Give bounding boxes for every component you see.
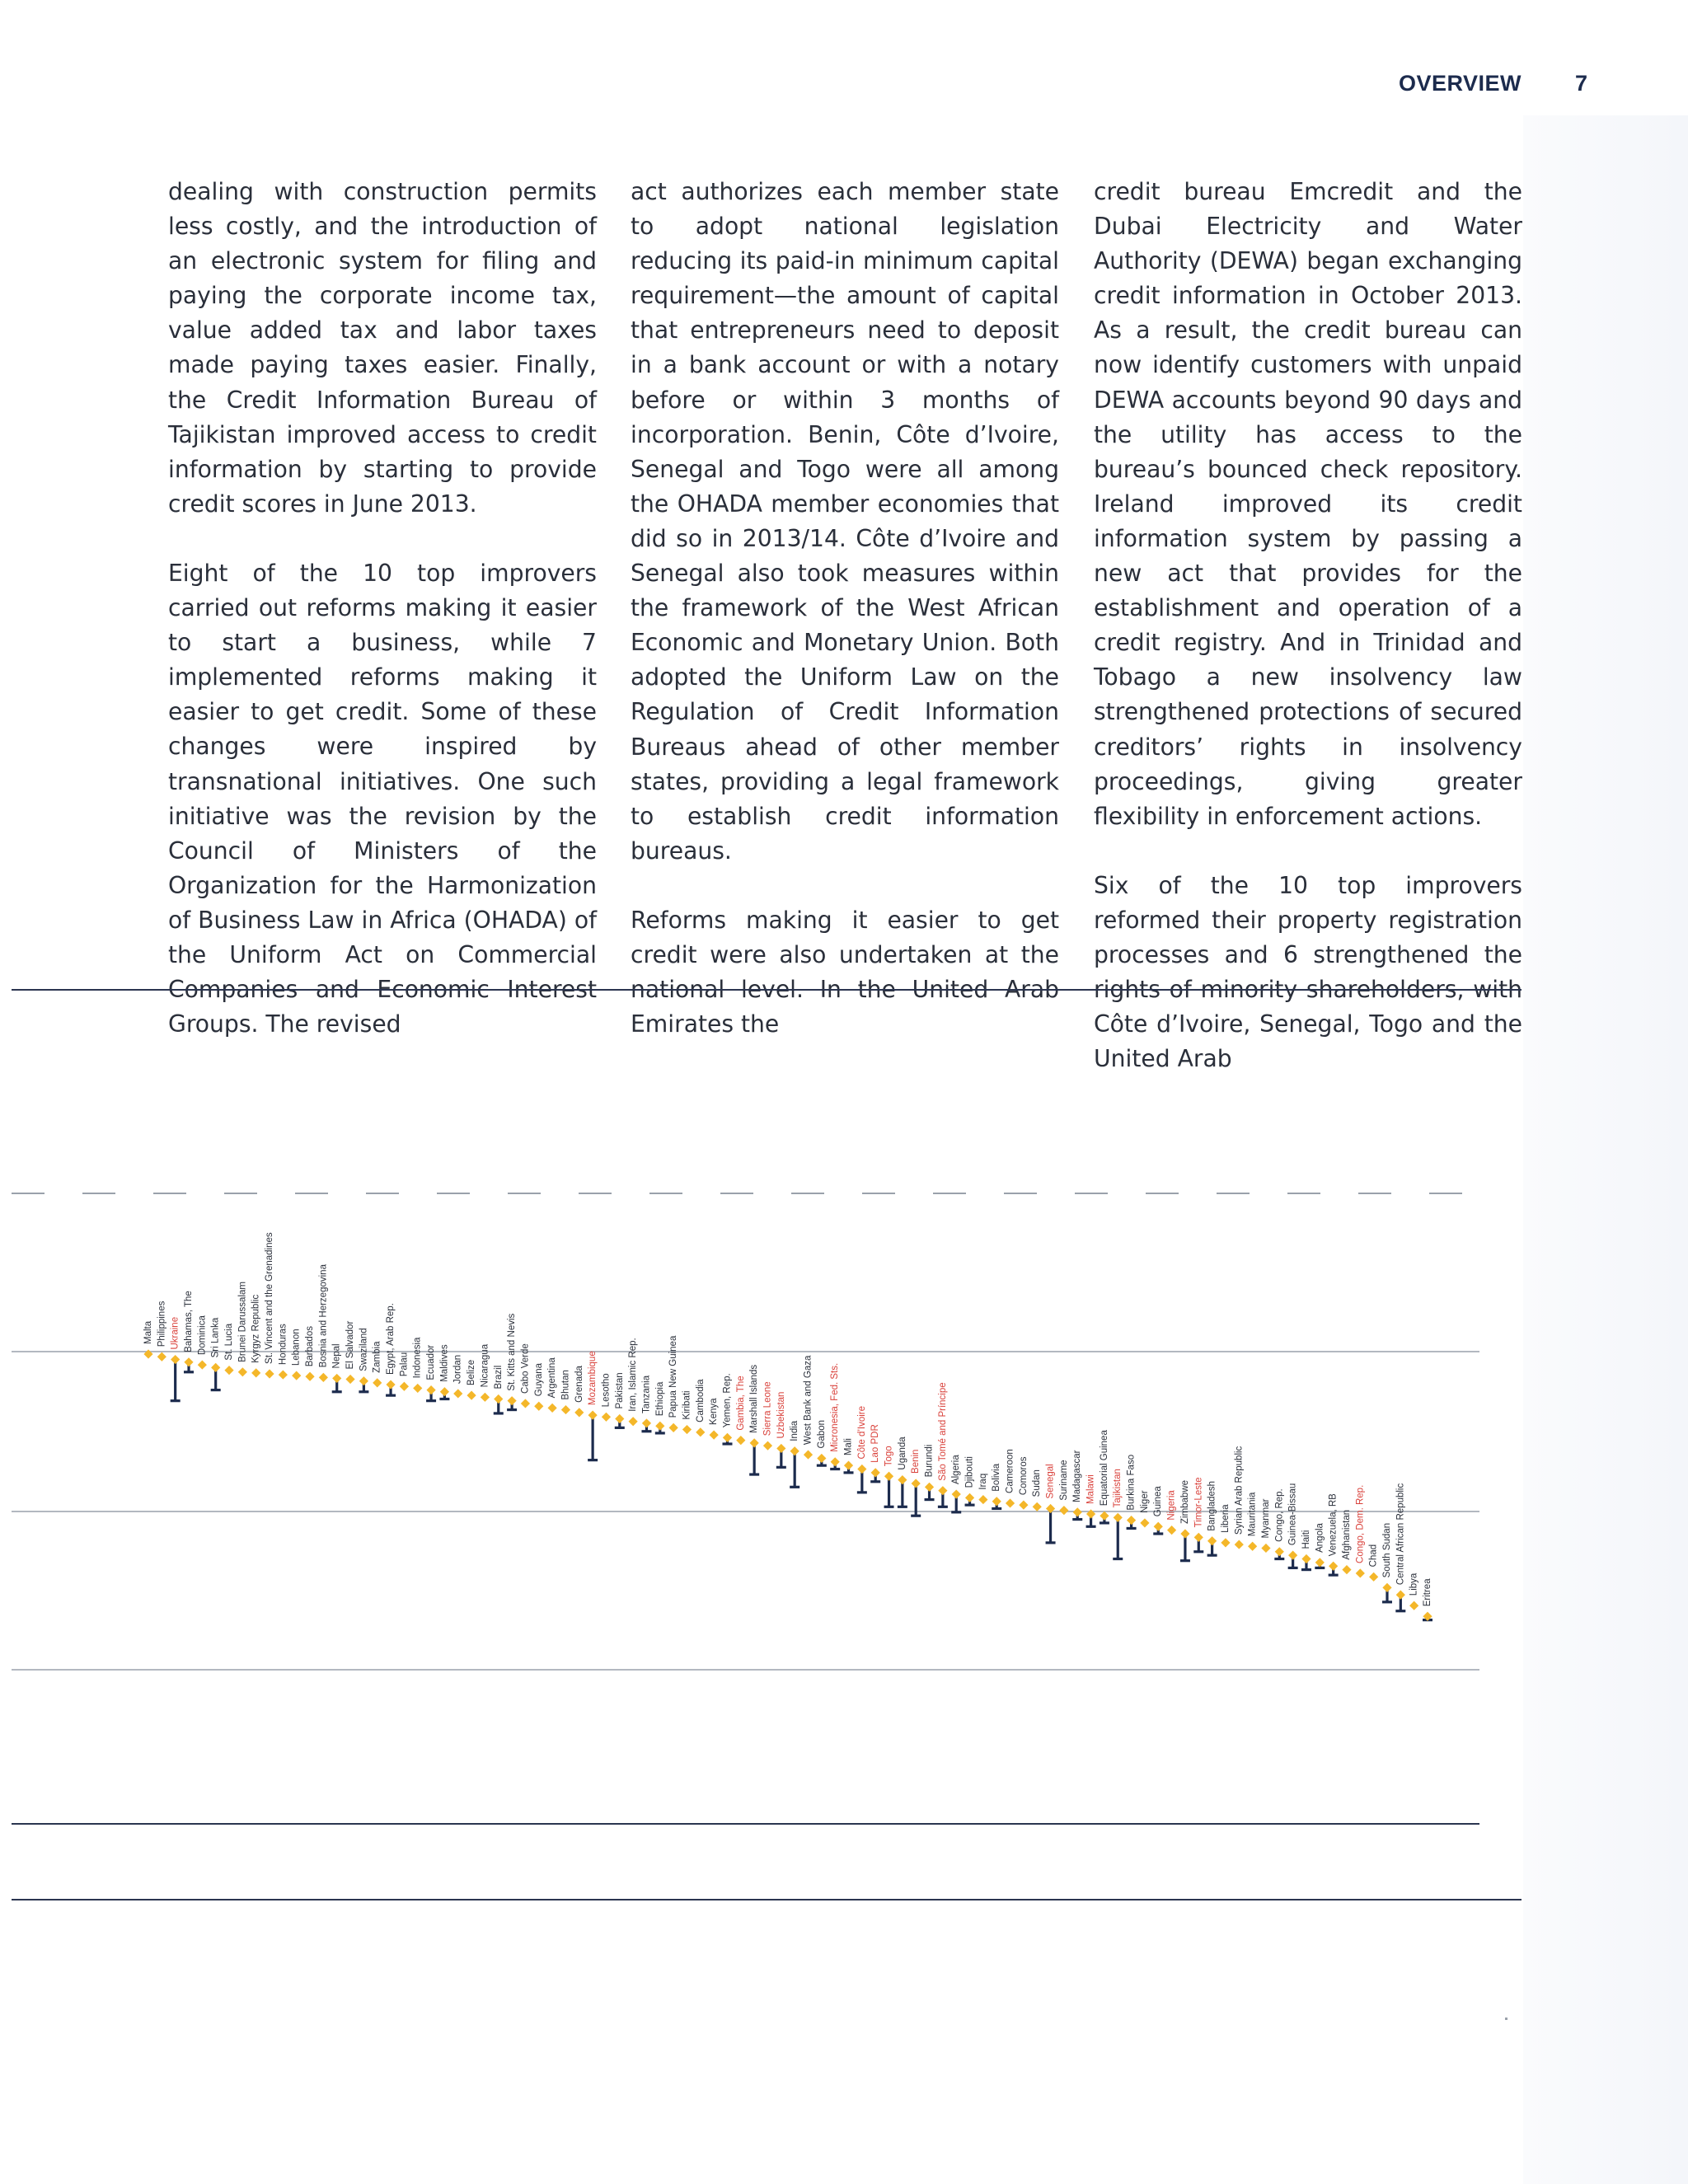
text-column-2 [631, 175, 1059, 1076]
score-marker [481, 1393, 490, 1402]
economy-label: Swaziland [359, 1328, 369, 1371]
economy-label: El Salvador [345, 1320, 356, 1370]
economy-label: Djibouti [964, 1456, 975, 1488]
score-marker [1315, 1558, 1325, 1567]
page-dot [1505, 2018, 1507, 2020]
score-marker [521, 1399, 530, 1408]
economy-label: Myanmar [1260, 1498, 1271, 1539]
economy-label: Liberia [1220, 1504, 1231, 1533]
economy-label: Yemen, Rep. [722, 1373, 733, 1428]
economy-label: Senegal [1045, 1464, 1056, 1499]
score-marker [157, 1352, 166, 1361]
economy-label: Libya [1409, 1572, 1419, 1596]
economy-label: South Sudan [1381, 1522, 1392, 1578]
economy-label: Burundi [924, 1444, 935, 1478]
paragraph: credit bureau Emcredit and the Dubai Electricity and Water Authority (DEWA) began exchanging credit information in October 2013. As a result, the credit bureau can now identify customers with unpaid DEWA accounts beyond 90 days and the utility has access to the bureau’s bounced check repository. Ireland improved its credit information system by passing a new act that provides for the establishment and operation of a credit registry. And in Trinidad and Tobago a new insolvency law strengthened protections of secured creditors’ rights in insolvency proceedings, giving greater flexibility in enforcement actions. [1094, 178, 1522, 830]
score-marker [615, 1414, 624, 1423]
score-marker [1114, 1513, 1123, 1522]
score-marker [1059, 1506, 1068, 1515]
score-marker [992, 1497, 1001, 1506]
score-marker [1275, 1547, 1284, 1556]
economy-label: São Tomé and Príncipe [937, 1382, 948, 1481]
score-marker [1127, 1516, 1136, 1525]
economy-label: Eritrea [1423, 1578, 1432, 1607]
economy-label: Niger [1139, 1490, 1150, 1513]
economy-label: Equatorial Guinea [1099, 1430, 1109, 1507]
economy-label: Sudan [1032, 1469, 1043, 1497]
score-marker [804, 1450, 813, 1459]
score-marker [629, 1417, 638, 1426]
economy-label: Suriname [1058, 1460, 1069, 1501]
score-marker [574, 1408, 584, 1417]
score-marker [1301, 1554, 1311, 1563]
economy-label: Indonesia [412, 1337, 423, 1379]
economy-label: Argentina [547, 1357, 558, 1399]
economy-label: Bangladesh [1207, 1480, 1217, 1531]
economy-label: Iran, Islamic Rep. [628, 1338, 639, 1412]
economy-label: Sri Lanka [210, 1317, 221, 1358]
score-marker [1382, 1583, 1391, 1592]
score-marker [359, 1376, 368, 1385]
score-marker [332, 1374, 341, 1383]
economy-label: Lebanon [291, 1329, 302, 1366]
economy-label: Malta [143, 1320, 153, 1344]
score-marker [1369, 1572, 1378, 1582]
economy-label: Sierra Leone [762, 1381, 773, 1436]
score-marker [1221, 1538, 1230, 1547]
economy-label: Papua New Guinea [668, 1335, 679, 1418]
economy-label: Brunei Darussalam [237, 1282, 248, 1362]
score-marker [978, 1495, 987, 1504]
economy-label: India [790, 1420, 800, 1441]
score-marker [440, 1387, 449, 1396]
economy-label: Tajikistan [1113, 1469, 1123, 1508]
score-marker [1356, 1568, 1365, 1577]
economy-label: Cabo Verde [520, 1343, 531, 1394]
score-marker [279, 1370, 288, 1379]
score-marker [952, 1489, 961, 1498]
section-title: OVERVIEW [1398, 71, 1522, 96]
economy-label: Mozambique [588, 1351, 598, 1406]
economy-label: Iraq [978, 1473, 988, 1490]
score-marker [884, 1472, 893, 1481]
score-marker [453, 1389, 462, 1398]
score-marker [912, 1479, 921, 1488]
score-marker [1019, 1501, 1028, 1510]
score-marker [386, 1380, 395, 1389]
economy-label: Gabon [816, 1419, 827, 1449]
paragraph: Six of the 10 top improvers reformed their property registration processes and 6 strengthened the rights of minority shareholders, with Côte d’Ivoire, Senegal, Togo and the United Arab [1094, 871, 1522, 1073]
economy-label: Egypt, Arab Rep. [386, 1303, 396, 1376]
paragraph: Reforms making it easier to get credit were also undertaken at the national level. In the United Arab Emirates the [631, 906, 1059, 1038]
economy-label: Chad [1368, 1544, 1379, 1568]
economy-label: Comoros [1018, 1456, 1029, 1496]
score-marker [776, 1444, 785, 1453]
paragraph: dealing with construction permits less costly, and the introduction of an electronic system for filing and paying the corporate income tax, value added tax and labor taxes made paying taxes easier. Finally, the Credit Information Bureau of Tajikistan improved access to credit information by starting to provide credit scores in June 2013. [168, 178, 597, 518]
score-marker [224, 1366, 233, 1375]
score-marker [844, 1461, 853, 1470]
score-marker [1329, 1562, 1338, 1571]
economy-label: Burkina Faso [1126, 1454, 1137, 1511]
economy-label: Bahamas, The [184, 1291, 195, 1352]
score-marker [710, 1431, 719, 1440]
economy-label: Mali [843, 1438, 854, 1456]
score-marker [696, 1427, 705, 1436]
economy-label: Malawi [1085, 1474, 1096, 1505]
score-marker [467, 1391, 476, 1400]
score-marker [251, 1368, 260, 1377]
economy-label: Lesotho [601, 1373, 612, 1408]
score-marker [184, 1357, 193, 1366]
score-marker [871, 1468, 880, 1477]
economy-label: Cameroon [1005, 1449, 1015, 1493]
economy-label: Timor-Leste [1193, 1477, 1204, 1528]
score-marker [1086, 1509, 1095, 1518]
score-marker [561, 1405, 570, 1414]
economy-label: Ecuador [426, 1344, 437, 1380]
score-marker [736, 1436, 745, 1445]
score-marker [642, 1418, 651, 1427]
score-marker [1342, 1565, 1351, 1574]
economy-label: Bhutan [560, 1370, 571, 1400]
score-marker [857, 1465, 866, 1474]
economy-label: Syrian Arab Republic [1234, 1446, 1245, 1535]
score-marker [319, 1373, 328, 1382]
score-marker [817, 1454, 826, 1463]
score-marker [373, 1378, 382, 1387]
economy-label: Marshall Islands [749, 1364, 760, 1433]
economy-label: Guyana [533, 1362, 544, 1397]
economy-label: Haiti [1301, 1530, 1311, 1549]
score-marker [1194, 1533, 1203, 1542]
economy-label: Ukraine [170, 1316, 181, 1350]
economy-label: Central African Republic [1395, 1483, 1406, 1586]
economy-label: Lao PDR [870, 1424, 881, 1463]
score-marker [1167, 1526, 1176, 1535]
score-marker [265, 1369, 274, 1378]
score-marker [171, 1355, 180, 1364]
score-marker [494, 1394, 503, 1404]
economy-label: Congo, Dem. Rep. [1355, 1484, 1366, 1563]
economy-label: Angola [1315, 1523, 1325, 1553]
score-marker [1261, 1544, 1270, 1553]
economy-label: Benin [911, 1449, 921, 1474]
score-marker [305, 1372, 314, 1381]
economy-label: Congo, Rep. [1274, 1488, 1285, 1542]
score-marker [292, 1371, 301, 1380]
economy-label: Kenya [709, 1398, 720, 1426]
economy-label: Grenada [574, 1366, 584, 1403]
score-marker [1180, 1529, 1189, 1538]
score-marker [898, 1475, 907, 1484]
economy-distance-chart [0, 948, 1688, 1920]
economy-label: Honduras [278, 1324, 288, 1366]
score-marker [143, 1349, 152, 1358]
score-marker [345, 1375, 354, 1384]
economy-label: Micronesia, Fed. Sts. [830, 1362, 841, 1452]
score-marker [1140, 1518, 1149, 1527]
economy-label: Ethiopia [654, 1381, 665, 1417]
score-marker [1248, 1542, 1257, 1551]
score-marker [682, 1425, 692, 1434]
economy-label: Guinea [1153, 1486, 1164, 1517]
economy-label: Bolivia [992, 1463, 1002, 1492]
economy-label: Uzbekistan [776, 1391, 786, 1439]
economy-label: Nigeria [1166, 1490, 1177, 1521]
score-marker [669, 1423, 678, 1432]
score-marker [790, 1446, 799, 1455]
score-marker [198, 1360, 207, 1369]
score-marker [723, 1433, 732, 1442]
economy-label: Uganda [897, 1436, 907, 1470]
economy-label: St. Lucia [224, 1323, 235, 1361]
page-number: 7 [1574, 71, 1587, 96]
score-marker [238, 1367, 247, 1376]
score-marker [1006, 1498, 1015, 1507]
score-marker [1073, 1507, 1082, 1516]
economy-label: Bosnia and Herzegovina [318, 1264, 329, 1368]
economy-label: Kyrgyz Republic [251, 1294, 261, 1363]
score-marker [1235, 1540, 1244, 1549]
score-marker [1033, 1502, 1042, 1511]
running-header [0, 71, 1688, 104]
economy-label: Dominica [197, 1315, 208, 1356]
economy-label: Palau [399, 1352, 410, 1377]
score-marker [1409, 1601, 1418, 1610]
economy-label: Brazil [493, 1365, 504, 1390]
text-column-1 [168, 175, 597, 1076]
economy-label: Kiribati [682, 1390, 692, 1420]
economy-label: Algeria [951, 1455, 962, 1485]
economy-label: Mauritania [1247, 1492, 1258, 1537]
paragraph: act authorizes each member state to adopt national legislation reducing its paid-in minimum capital requirement—the amount of capital that entrepreneurs need to deposit in a bank account or with a notary before or within 3 months of incorporation. Benin, Côte d’Ivoire, Senegal and Togo were all among the OHADA member economies that did so in 2013/14. Côte d’Ivoire and Senegal also took measures within the framework of the West African Economic and Monetary Union. Both adopted the Uniform Law on the Regulation of Credit Information Bureaus ahead of other member states, providing a legal framework to establish credit information bureaus. [631, 178, 1059, 865]
economy-label: Philippines [157, 1301, 167, 1347]
economy-label: Zambia [372, 1341, 382, 1373]
economy-label: Cambodia [695, 1379, 706, 1422]
economy-label: Venezuela, RB [1328, 1493, 1339, 1557]
score-marker [548, 1404, 557, 1413]
score-marker [211, 1363, 220, 1372]
score-marker [1154, 1522, 1163, 1531]
score-marker [534, 1402, 543, 1411]
economy-label: Jordan [452, 1354, 463, 1384]
score-marker [831, 1457, 840, 1466]
score-marker [1396, 1591, 1405, 1600]
score-marker [750, 1438, 759, 1447]
economy-label: Pakistan [614, 1372, 625, 1409]
score-marker [655, 1422, 664, 1431]
score-marker [925, 1483, 934, 1492]
score-marker [1207, 1536, 1217, 1545]
economy-label: Côte d’Ivoire [856, 1405, 867, 1460]
score-marker [1100, 1511, 1109, 1521]
economy-label: Barbados [305, 1326, 316, 1367]
economy-label: West Bank and Gaza [803, 1355, 814, 1446]
economy-label: Afghanistan [1341, 1509, 1352, 1560]
economy-label: Nepal [331, 1343, 342, 1369]
economy-label: Gambia, The [735, 1376, 746, 1431]
score-marker [1288, 1551, 1297, 1560]
score-marker [426, 1385, 435, 1394]
score-marker [507, 1396, 516, 1405]
score-marker [400, 1382, 409, 1391]
paragraph: Eight of the 10 top improvers carried out reforms making it easier to start a business, while 7 implemented reforms making it easier to get credit. Some of these changes were inspired by transnational initiatives. One such initiative was the revision by the Council of Ministers of the Organization for the Harmonization of Business Law in Africa (OHADA) of the Uniform Act on Commercial Companies and Economic Interest Groups. The revised [168, 559, 597, 1038]
score-marker [965, 1493, 974, 1502]
score-marker [938, 1486, 947, 1495]
score-marker [413, 1384, 422, 1393]
economy-label: Nicaragua [480, 1343, 490, 1388]
economy-label: Guinea-Bissau [1287, 1483, 1298, 1546]
economy-label: Maldives [439, 1344, 450, 1382]
economy-label: Tanzania [641, 1375, 652, 1413]
economy-label: Madagascar [1072, 1450, 1083, 1502]
economy-label: Togo [884, 1446, 894, 1467]
score-marker [602, 1413, 611, 1422]
economy-label: St. Vincent and the Grenadines [265, 1232, 275, 1364]
economy-label: Zimbabwe [1179, 1479, 1190, 1524]
score-marker [588, 1411, 598, 1420]
economy-label: St. Kitts and Nevis [507, 1313, 518, 1391]
economy-label: Belize [467, 1359, 477, 1386]
score-marker [763, 1441, 772, 1451]
